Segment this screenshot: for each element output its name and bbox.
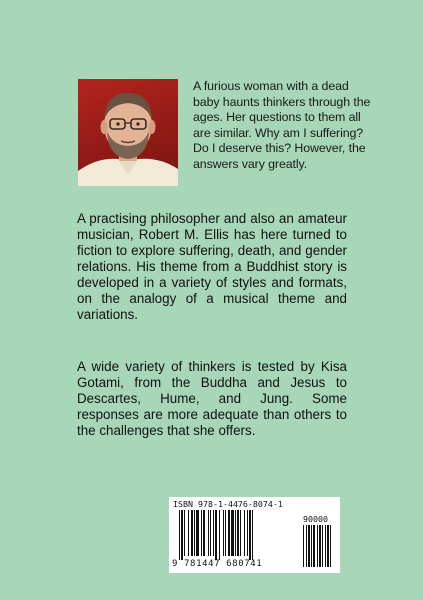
author-description-paragraph: A practising philosopher and also an amateur musician, Robert M. Ellis has here turned to fiction to explore suffering, death, and gender relations. His theme from a Buddhist story is developed in a variety of styles and formats, on the analogy of a musical theme and variations.: [77, 211, 347, 322]
back-cover-blurb: A furious woman with a dead baby haunts thinkers through the ages. Her questions to them all are similar. Why am I suffering? Do I deserve this? However, the answers vary greatly.: [193, 79, 371, 171]
author-photo: [78, 79, 178, 186]
isbn-barcode: [169, 497, 340, 573]
isbn-label: ISBN 978-1-4476-8074-1: [173, 499, 283, 509]
ean-digits: 9 781447 680741: [172, 559, 263, 569]
barcode-addon-digits: 90000: [303, 514, 328, 524]
author-portrait-image: [78, 79, 178, 186]
thinkers-description-paragraph: A wide variety of thinkers is tested by Kisa Gotami, from the Buddha and Jesus to Descartes, Hume, and Jung. Some responses are more adequate than others to the challenges that she offers.: [77, 359, 347, 438]
